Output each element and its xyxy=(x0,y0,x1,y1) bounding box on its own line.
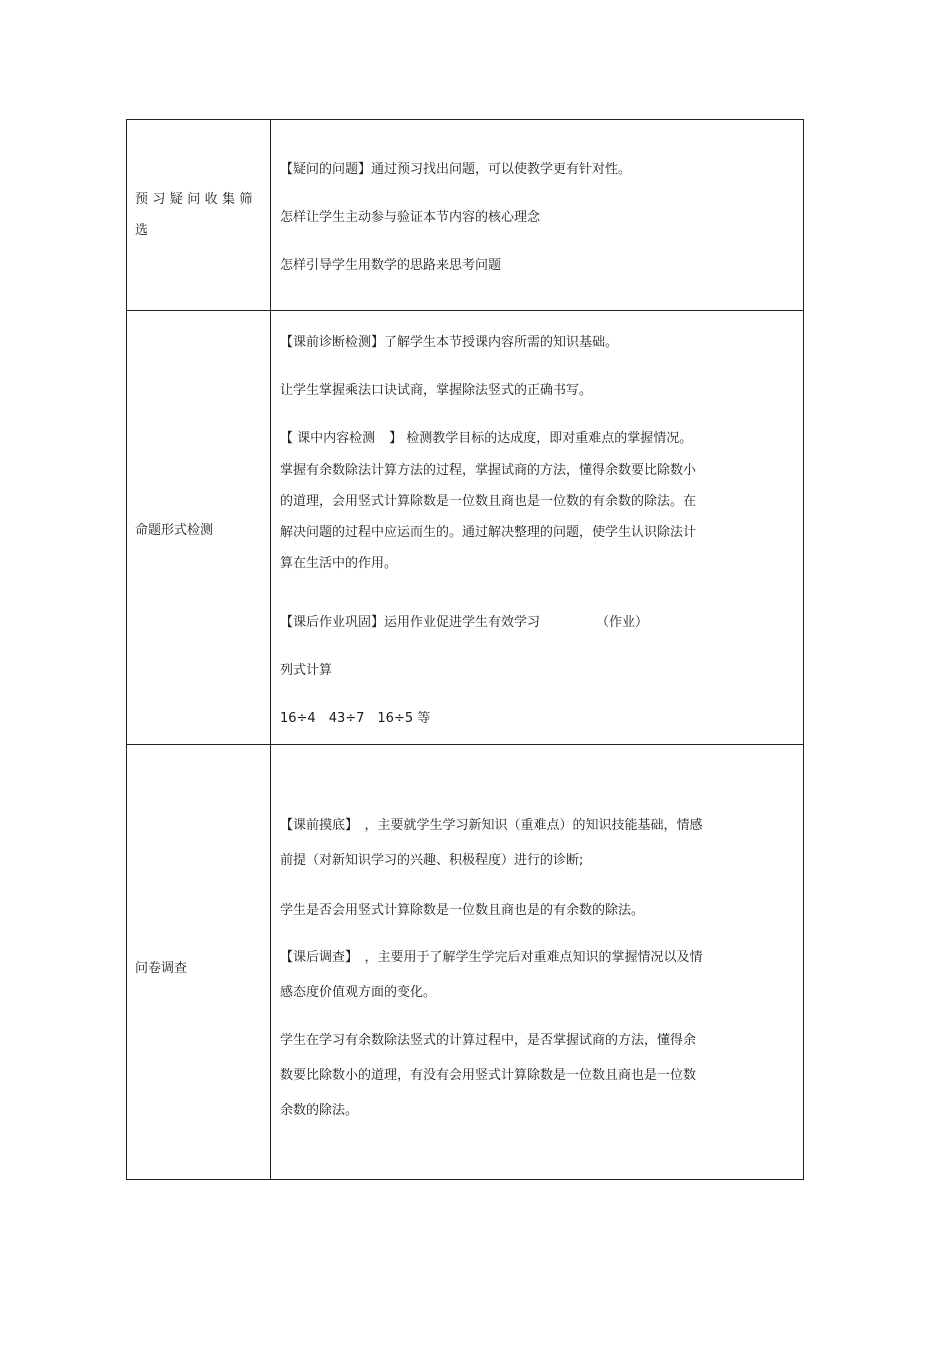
paragraph: 学生是否会用竖式计算除数是一位数且商也是的有余数的除法。 xyxy=(280,903,645,918)
in-class-test-text: 】 检测教学目标的达成度，即对重难点的掌握情况。 xyxy=(389,431,693,446)
paragraph xyxy=(280,423,750,454)
paragraph: 让学生掌握乘法口诀试商，掌握除法竖式的正确书写。 xyxy=(280,383,593,398)
paragraph-line: 【课后调查】 ，主要用于了解学生学完后对重难点知识的掌握情况以及情 xyxy=(280,950,703,965)
table-row-questionnaire xyxy=(127,745,803,1179)
paragraph: 怎样让学生主动参与验证本节内容的核心理念 xyxy=(280,210,541,225)
paragraph xyxy=(280,607,750,638)
paragraph-line: 解决问题的过程中应运而生的。通过解决整理的问题，使学生认识除法计 xyxy=(280,525,697,540)
homework-text: 【课后作业巩固】运用作业促进学生有效学习 xyxy=(280,615,541,630)
paragraph: 16÷4 43÷7 16÷5 等 xyxy=(280,711,431,726)
row-label-questionnaire: 问卷调查 xyxy=(135,961,188,976)
homework-tag: （作业） xyxy=(596,615,649,630)
table-row-preview-questions xyxy=(127,120,803,311)
paragraph-line: 掌握有余数除法计算方法的过程，掌握试商的方法，懂得余数要比除数小 xyxy=(280,463,697,478)
paragraph-line: 的道理，会用竖式计算除数是一位数且商也是一位数的有余数的除法。在 xyxy=(280,494,697,509)
paragraph-line: 算在生活中的作用。 xyxy=(280,556,398,571)
paragraph: 【疑问的问题】通过预习找出问题，可以使教学更有针对性。 xyxy=(280,162,632,177)
paragraph-line: 【课前摸底】 ，主要就学生学习新知识（重难点）的知识技能基础，情感 xyxy=(280,818,703,833)
paragraph-line: 余数的除法。 xyxy=(280,1103,359,1118)
table-row-proposition-test xyxy=(127,311,803,745)
heading-in-class-test: 【 课中内容检测 xyxy=(280,431,376,446)
row-label-proposition: 命题形式检测 xyxy=(135,523,214,538)
row-label-preview: 预习疑问收集筛选 xyxy=(135,192,257,238)
paragraph: 【课前诊断检测】了解学生本节授课内容所需的知识基础。 xyxy=(280,335,619,350)
paragraph: 列式计算 xyxy=(280,663,333,678)
paragraph: 怎样引导学生用数学的思路来思考问题 xyxy=(280,258,502,273)
lesson-table xyxy=(126,119,804,1180)
paragraph-line: 学生在学习有余数除法竖式的计算过程中，是否掌握试商的方法，懂得余 xyxy=(280,1033,697,1048)
paragraph-line: 感态度价值观方面的变化。 xyxy=(280,985,437,1000)
paragraph-line: 前提（对新知识学习的兴趣、积极程度）进行的诊断; xyxy=(280,853,584,868)
paragraph-line: 数要比除数小的道理，有没有会用竖式计算除数是一位数且商也是一位数 xyxy=(280,1068,697,1083)
